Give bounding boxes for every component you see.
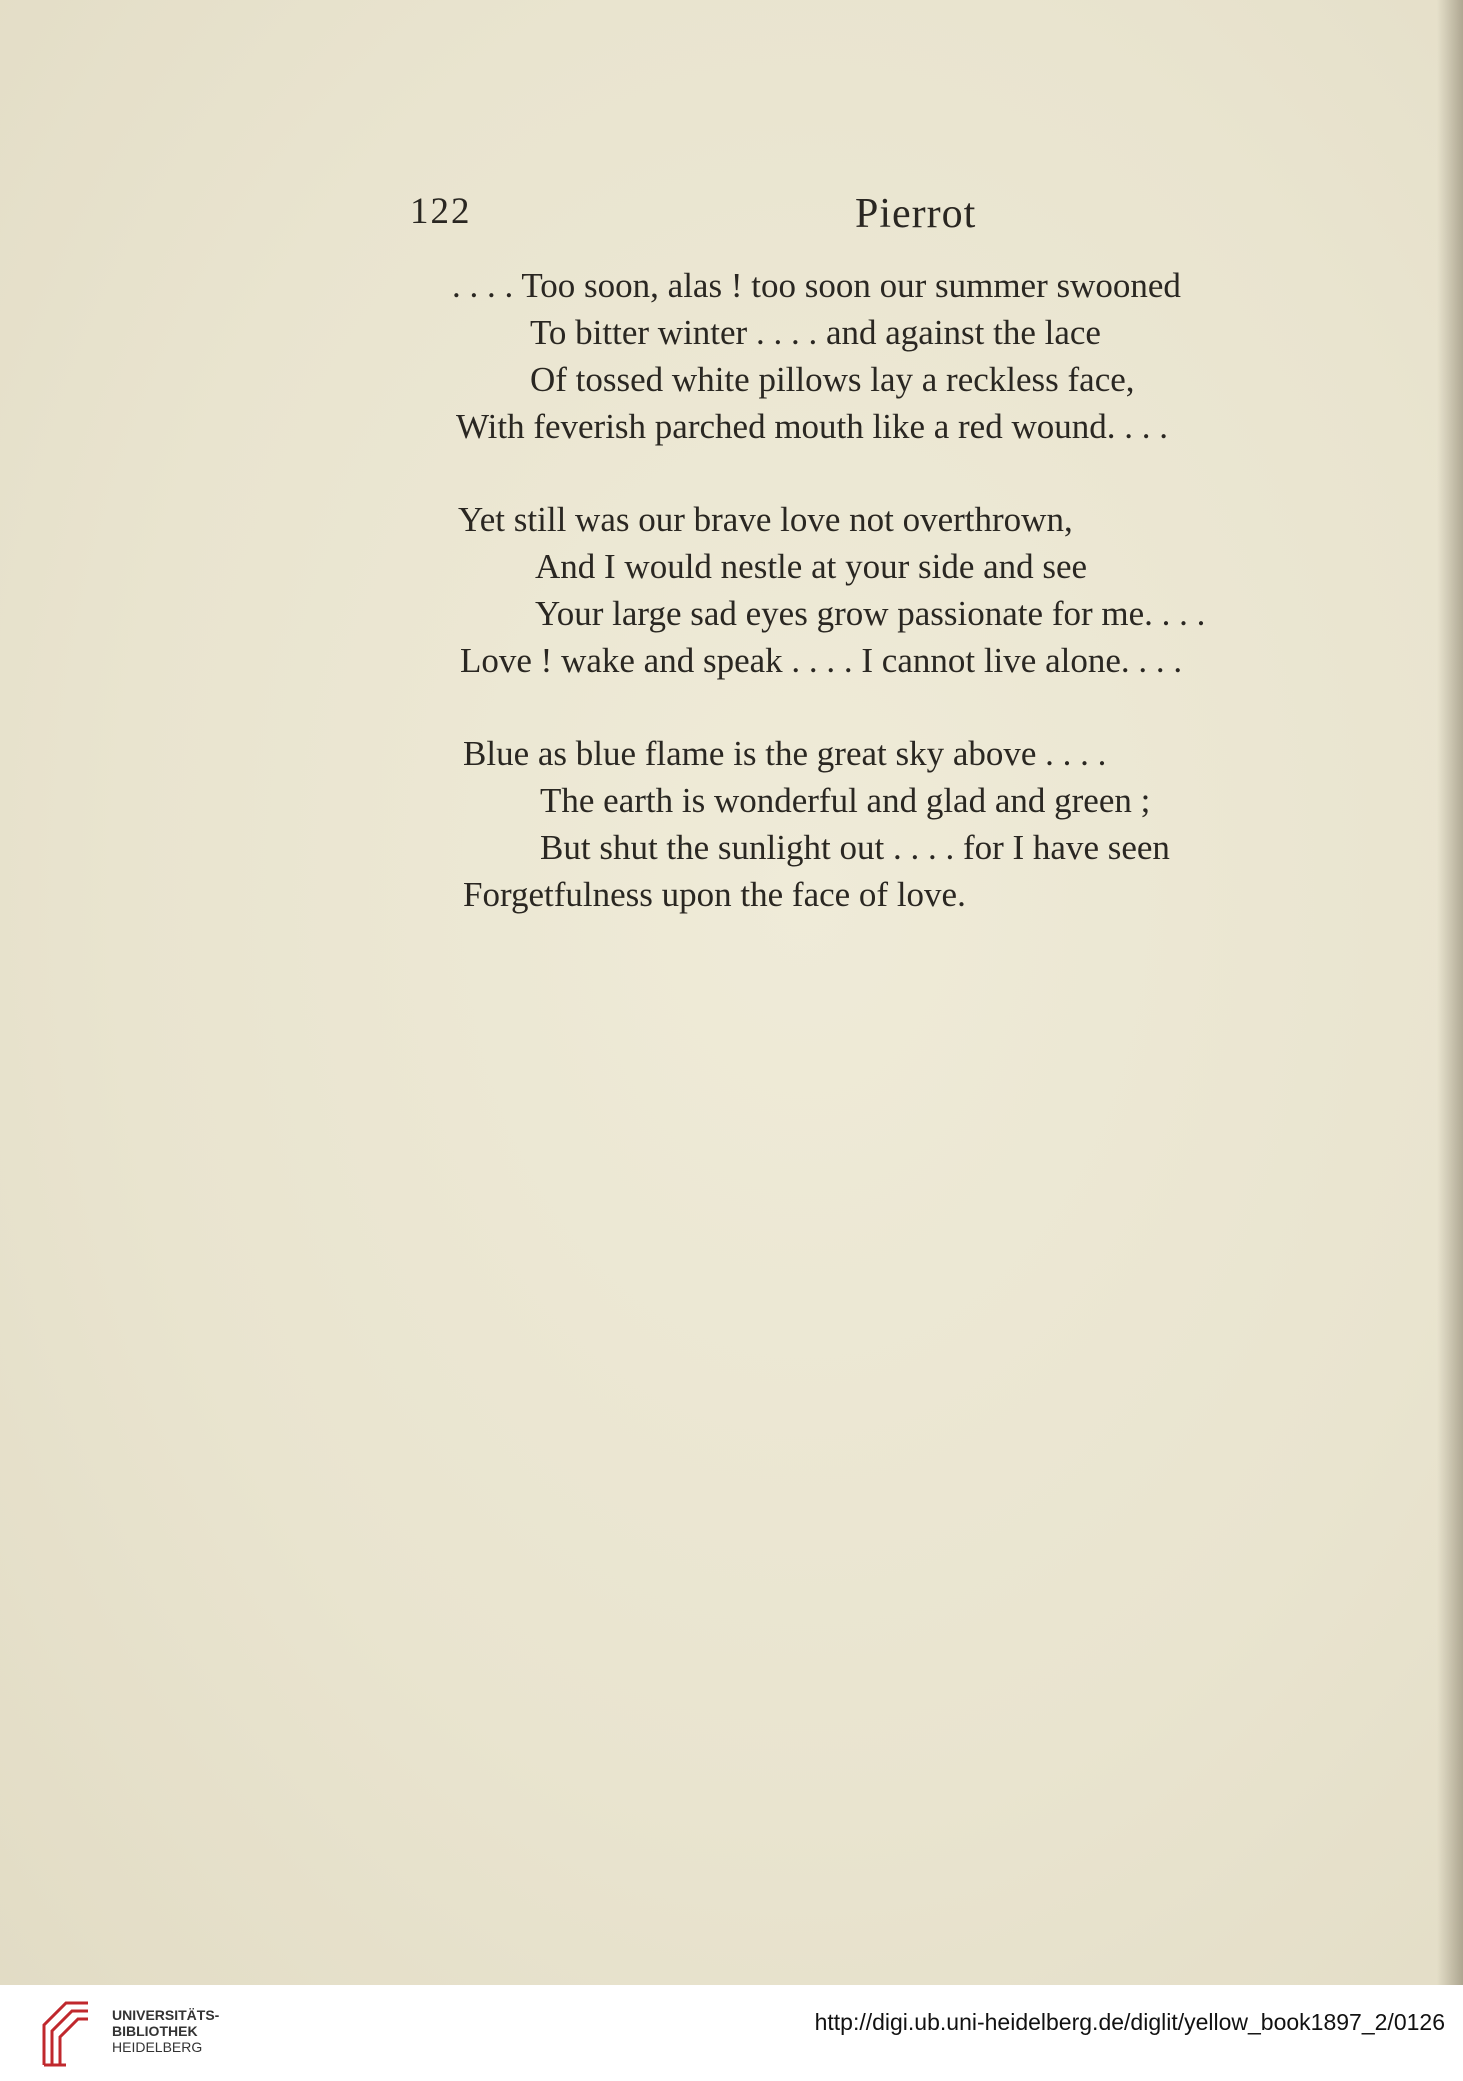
poem-line: But shut the sunlight out . . . . for I have seen xyxy=(540,828,1170,867)
running-title: Pierrot xyxy=(855,191,977,237)
page-edge-shadow xyxy=(1437,0,1463,1985)
poem-line: And I would nestle at your side and see xyxy=(535,547,1088,586)
poem-line: Love ! wake and speak . . . . I cannot live alone. . . . xyxy=(460,641,1183,680)
poem-line: The earth is wonderful and glad and green ; xyxy=(540,781,1151,820)
viewer-footer xyxy=(0,1985,1463,2081)
library-logo-icon xyxy=(36,1995,96,2071)
poem-line: With feverish parched mouth like a red wound. . . . xyxy=(456,407,1168,446)
page-number: 122 xyxy=(410,191,472,232)
permalink-url[interactable]: http://digi.ub.uni-heidelberg.de/diglit/yellow_book1897_2/0126 xyxy=(814,2009,1445,2035)
poem-line: . . . . Too soon, alas ! too soon our summer swooned xyxy=(452,266,1181,305)
poem-line: Blue as blue flame is the great sky above . . . . xyxy=(463,734,1107,773)
poem-line: Your large sad eyes grow passionate for me. . . . xyxy=(535,594,1206,633)
library-name-line3: HEIDELBERG xyxy=(112,2039,203,2055)
poem-line: Forgetfulness upon the face of love. xyxy=(463,875,966,914)
poem-line: Of tossed white pillows lay a reckless face, xyxy=(530,360,1135,399)
library-name xyxy=(112,2007,219,2055)
running-head xyxy=(410,190,1340,240)
poem-line: To bitter winter . . . . and against the lace xyxy=(530,313,1101,352)
poem-line: Yet still was our brave love not overthrown, xyxy=(458,500,1073,539)
library-name-line1: UNIVERSITÄTS- xyxy=(112,2007,220,2023)
library-name-line2: BIBLIOTHEK xyxy=(112,2023,198,2039)
